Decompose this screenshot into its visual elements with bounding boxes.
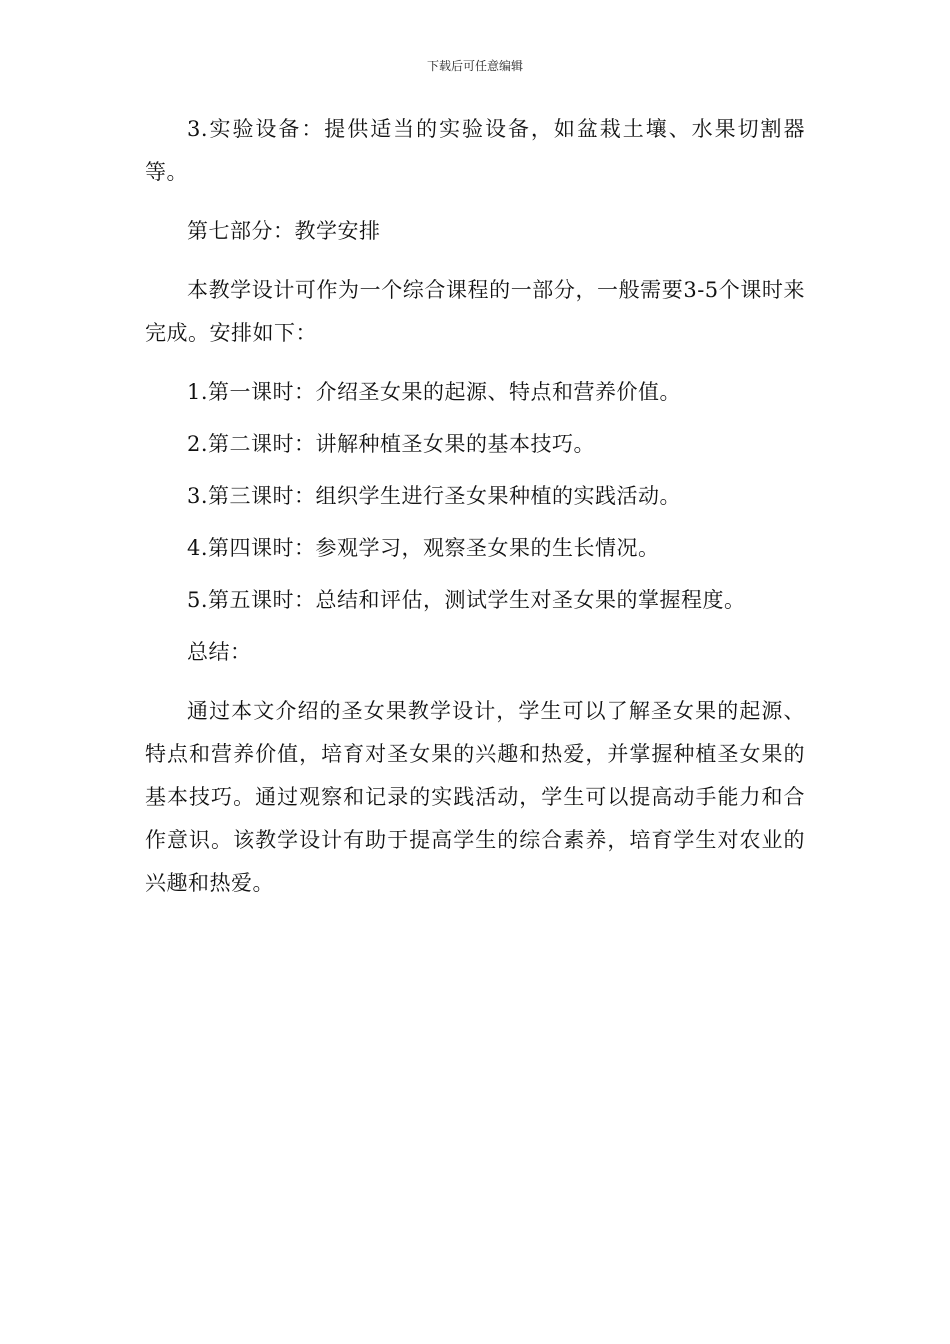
document-body (145, 108, 805, 921)
list-item-lesson-5: 5.第五课时：总结和评估，测试学生对圣女果的掌握程度。 (187, 588, 746, 612)
list-item-lesson-4: 4.第四课时：参观学习，观察圣女果的生长情况。 (187, 536, 660, 560)
page-header: 下载后可任意编辑 (426, 59, 523, 73)
paragraph-equipment: 3.实验设备：提供适当的实验设备，如盆栽土壤、水果切割器等。 (145, 117, 805, 184)
list-item-lesson-1: 1.第一课时：介绍圣女果的起源、特点和营养价值。 (187, 380, 682, 404)
paragraph-schedule-intro: 本教学设计可作为一个综合课程的一部分，一般需要3-5个课时来完成。安排如下： (145, 278, 805, 345)
paragraph-summary: 通过本文介绍的圣女果教学设计，学生可以了解圣女果的起源、特点和营养价值，培育对圣女果的兴趣和热爱，并掌握种植圣女果的基本技巧。通过观察和记录的实践活动，学生可以提高动手能力和合作意识。该教学设计有助于提高学生的综合素养，培育学生对农业的兴趣和热爱。 (145, 699, 805, 895)
section-heading-teaching-schedule: 第七部分：教学安排 (187, 219, 381, 243)
section-heading-summary: 总结： (187, 640, 252, 664)
list-item-lesson-2: 2.第二课时：讲解种植圣女果的基本技巧。 (187, 432, 596, 456)
list-item-lesson-3: 3.第三课时：组织学生进行圣女果种植的实践活动。 (187, 484, 682, 508)
